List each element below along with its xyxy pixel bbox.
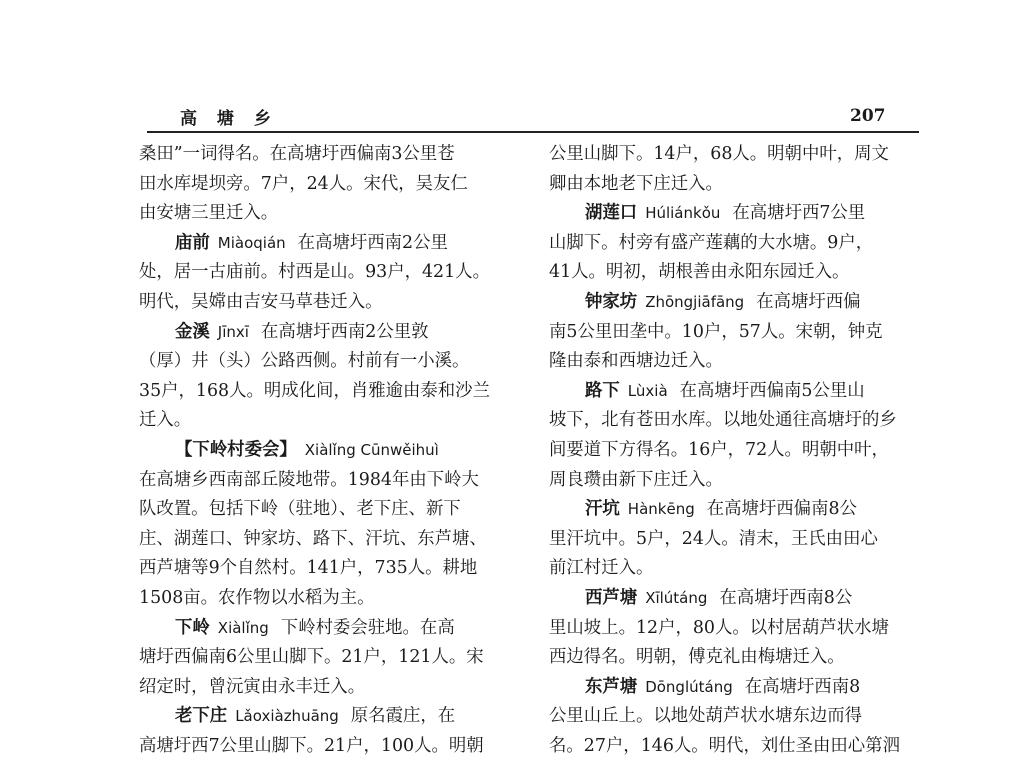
entry-text: 在高塘圩西南2公里敦 xyxy=(260,321,429,342)
section-heading xyxy=(139,436,511,466)
text-line: 公里山丘上。以地处葫芦状水塘东边而得 xyxy=(549,706,863,727)
entry-miaoqian xyxy=(139,229,511,259)
text-line: 1508亩。农作物以水稻为主。 xyxy=(139,587,375,608)
page-number: 207 xyxy=(850,106,886,126)
text-line: 迁入。 xyxy=(139,410,192,431)
entry-pinyin: Jīnxī xyxy=(217,322,249,341)
text-line: 西芦塘等9个自然村。141户，735人。耕地 xyxy=(139,558,478,579)
entry-text: 下岭村委会驻地。在高 xyxy=(280,617,455,638)
text-line: 庄、湖莲口、钟家坊、路下、汗坑、东芦塘、 xyxy=(139,528,487,549)
text-line: 周良瓒由新下庄迁入。 xyxy=(549,469,723,490)
entry-xialing xyxy=(139,614,511,644)
text-line: 处，居一古庙前。村西是山。93户，421人。 xyxy=(139,262,490,283)
text-line: 里山坡上。12户，80人。以村居葫芦状水塘 xyxy=(549,617,889,638)
entry-text: 在高塘圩西偏南5公里山 xyxy=(679,380,865,401)
entry-pinyin: Húliánkǒu xyxy=(645,204,721,223)
entry-pinyin: Zhōngjiāfāng xyxy=(645,292,745,311)
entry-name: 金溪 xyxy=(175,321,210,342)
section-pinyin: Xiàlǐng Cūnwěihuì xyxy=(304,440,439,459)
entry-name: 东芦塘 xyxy=(585,676,638,697)
entry-zhongjiafang xyxy=(549,288,921,318)
text-line: 田水库堤坝旁。7户，24人。宋代，吴友仁 xyxy=(139,173,468,194)
text-line: 山脚下。村旁有盛产莲藕的大水塘。9户， xyxy=(549,232,874,253)
text-line: 35户，168人。明成化间，肖雅逾由泰和沙兰 xyxy=(139,380,490,401)
entry-name: 老下庄 xyxy=(175,706,228,727)
entry-text: 在高塘圩西南8公 xyxy=(719,587,853,608)
entry-text: 原名霞庄，在 xyxy=(350,706,456,727)
entry-text: 在高塘圩西偏 xyxy=(756,291,861,312)
text-line: 前江村迁入。 xyxy=(549,558,654,579)
entry-name: 下岭 xyxy=(175,617,210,638)
entry-name: 路下 xyxy=(585,380,620,401)
entry-pinyin: Xīlútáng xyxy=(645,588,708,607)
running-header-title: 高 塘 乡 xyxy=(180,109,278,129)
text-line: 高塘圩西7公里山脚下。21户，100人。明朝 xyxy=(139,735,484,756)
entry-name: 湖莲口 xyxy=(585,203,638,224)
text-line: 绍定时，曾沅寅由永丰迁入。 xyxy=(139,676,366,697)
entry-pinyin: Lǎoxiàzhuāng xyxy=(235,707,339,726)
entry-name: 庙前 xyxy=(175,232,210,253)
text-line: 公里山脚下。14户，68人。明朝中叶，周文 xyxy=(549,144,889,164)
text-line: （厚）井（头）公路西侧。村前有一小溪。 xyxy=(139,351,470,372)
entry-xilutang xyxy=(549,584,921,614)
text-line: 41人。明初，胡根善由永阳东园迁入。 xyxy=(549,262,850,283)
entry-text: 在高塘圩西偏南8公 xyxy=(706,499,857,520)
text-line: 桑田”一词得名。在高塘圩西偏南3公里苍 xyxy=(139,144,455,164)
text-line: 西边得名。明朝，傅克礼由梅塘迁入。 xyxy=(549,647,845,668)
entry-laoxiazhuang xyxy=(139,702,511,732)
text-line: 里汗坑中。5户，24人。清末，王氏由田心 xyxy=(549,528,878,549)
entry-jinxi xyxy=(139,318,511,348)
entry-text: 在高塘圩西7公里 xyxy=(732,203,866,224)
text-line: 间要道下方得名。16户，72人。明朝中叶， xyxy=(549,439,889,460)
entry-name: 汗坑 xyxy=(585,499,620,520)
entry-name: 钟家坊 xyxy=(585,291,638,312)
entry-pinyin: Miàoqián xyxy=(217,233,286,252)
left-column xyxy=(139,140,511,768)
text-line: 由安塘三里迁入。 xyxy=(139,203,279,224)
text-line: 名。27户，146人。明代，刘仕圣由田心第泗 xyxy=(549,735,900,756)
entry-huliankou xyxy=(549,199,921,229)
entry-pinyin: Dōnglútáng xyxy=(645,677,733,696)
text-line: 队改置。包括下岭（驻地）、老下庄、新下 xyxy=(139,499,461,520)
entry-pinyin: Hànkēng xyxy=(627,500,695,519)
entry-name: 西芦塘 xyxy=(585,587,638,608)
entry-pinyin: Lùxià xyxy=(627,381,668,400)
section-title: 【下岭村委会】 xyxy=(175,439,297,460)
text-line: 坡下，北有苍田水库。以地处通往高塘圩的乡 xyxy=(549,410,897,431)
text-line: 隆由泰和西塘边迁入。 xyxy=(549,351,723,372)
entry-hankeng xyxy=(549,495,921,525)
text-line: 卿由本地老下庄迁入。 xyxy=(549,173,723,194)
right-column xyxy=(549,140,921,768)
entry-pinyin: Xiàlǐng xyxy=(217,618,269,637)
entry-luxia xyxy=(549,377,921,407)
header-rule xyxy=(147,131,919,133)
text-line: 塘圩西偏南6公里山脚下。21户，121人。宋 xyxy=(139,647,484,668)
text-line: 明代，吴嫦由吉安马草巷迁入。 xyxy=(139,291,383,312)
entry-donglutang xyxy=(549,673,921,703)
entry-text: 在高塘圩西南2公里 xyxy=(297,232,448,253)
text-line: 南5公里田垄中。10户，57人。宋朝，钟克 xyxy=(549,321,883,342)
text-line: 在高塘乡西南部丘陵地带。1984年由下岭大 xyxy=(139,469,479,490)
entry-text: 在高塘圩西南8 xyxy=(744,676,861,697)
